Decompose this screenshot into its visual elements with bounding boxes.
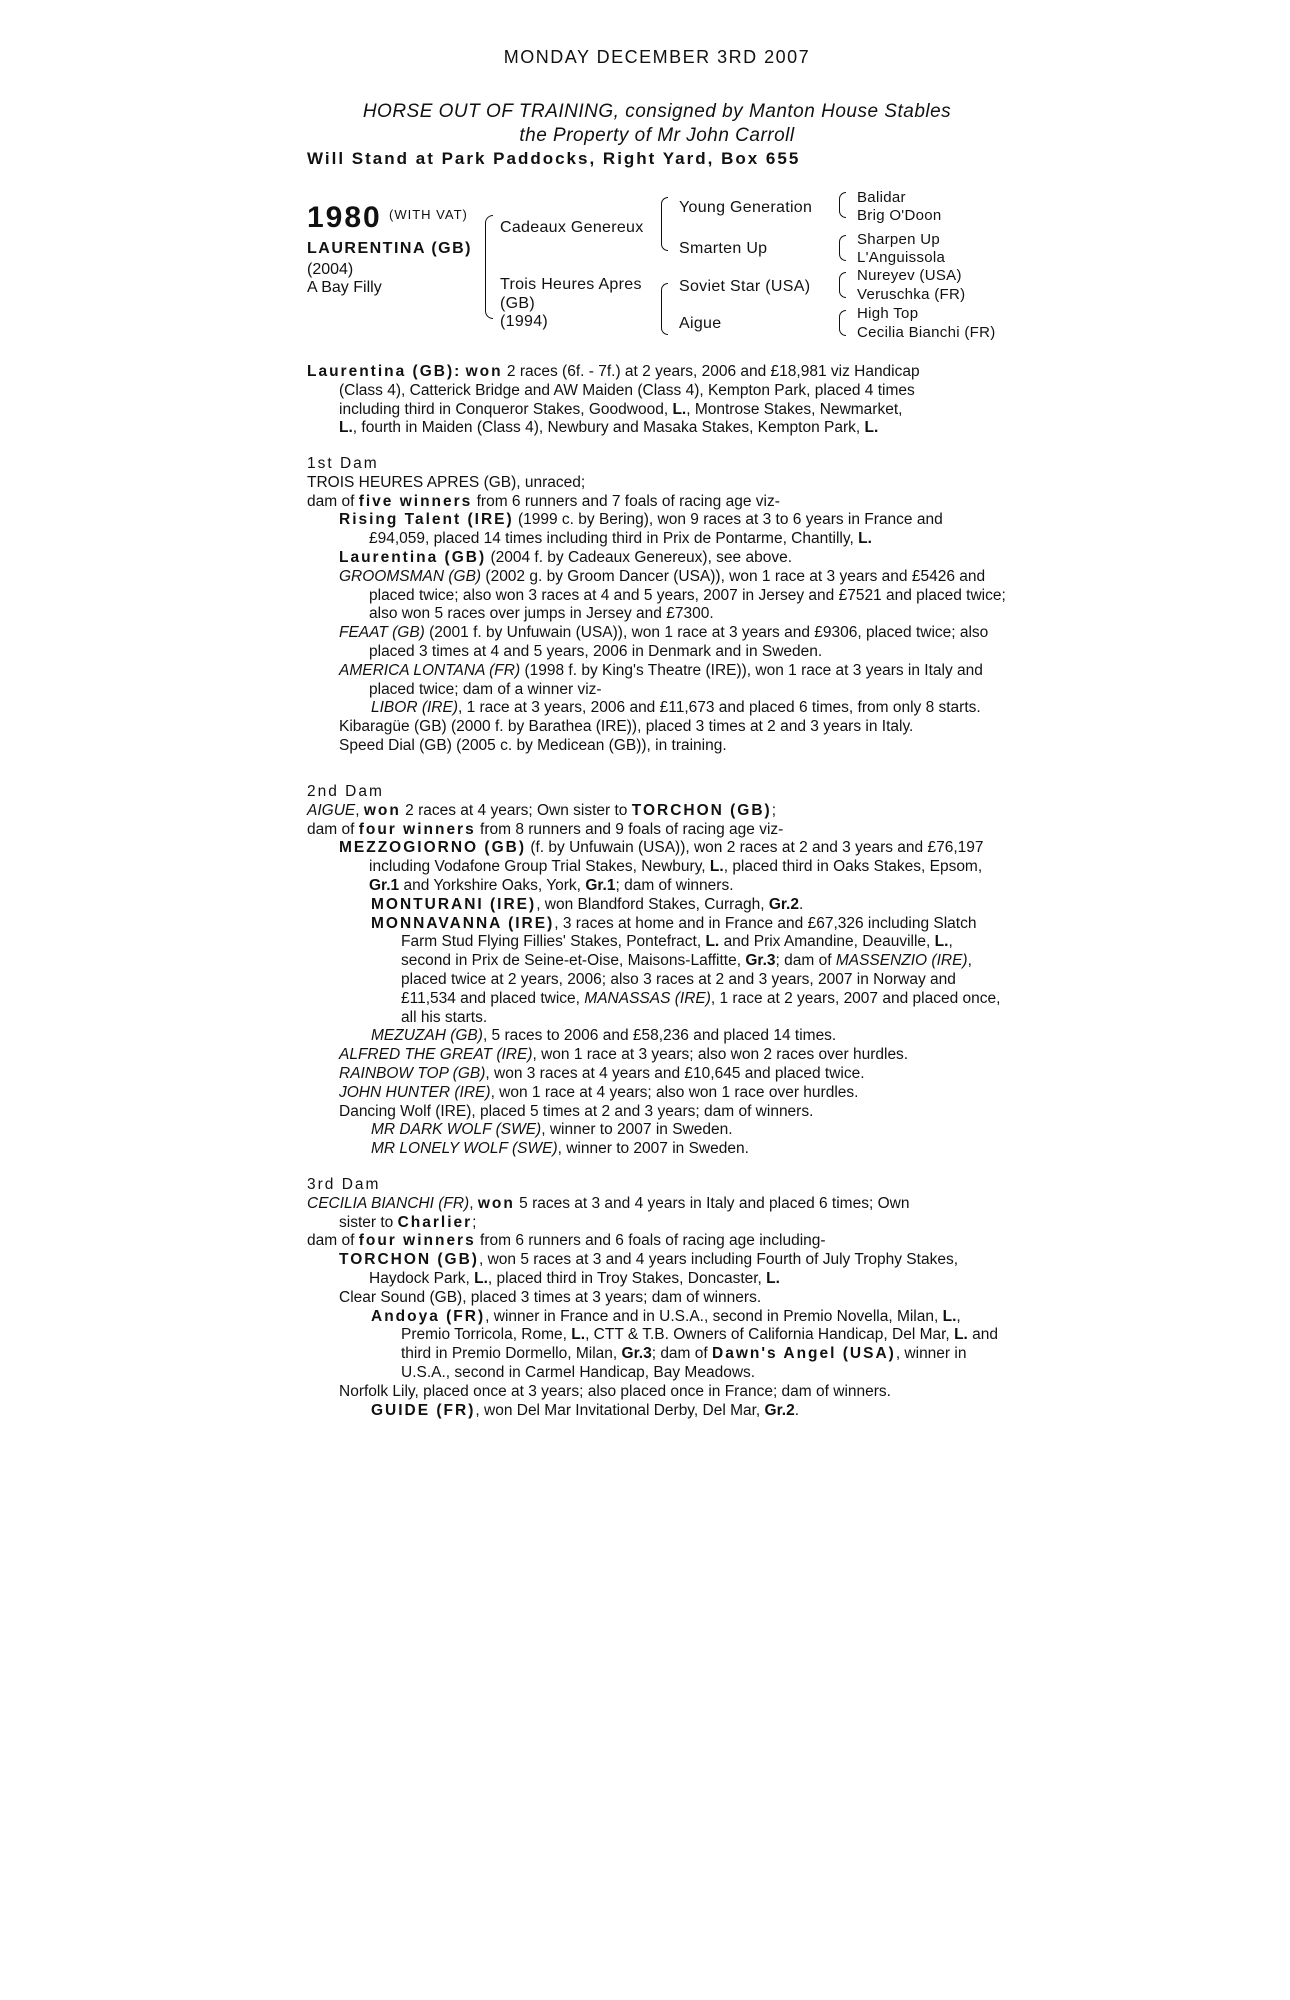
pedigree-sds: Sharpen Up [857, 231, 941, 248]
produce-text: , won 1 race at 4 years; also won 1 race over hurdles. [490, 1083, 859, 1101]
property-line: the Property of Mr John Carroll [519, 125, 795, 146]
produce-text: and Prix Amandine, Deauville, [723, 933, 931, 951]
produce-text: , Premio Torricola, Rome, [401, 1307, 961, 1344]
produce-text: , won 3 races at 4 years and £10,645 and placed twice. [485, 1064, 865, 1082]
produce-text: ; dam of [651, 1345, 708, 1363]
dam-line: dam of [307, 1232, 355, 1250]
pedigree-dam: Trois Heures Apres [500, 276, 642, 293]
dam-line: sister to [339, 1213, 394, 1231]
pedigree-sdd: L'Anguissola [857, 249, 946, 266]
record-won: won [477, 1194, 515, 1212]
produce-text: , placed twice at 2 years, 2006; also 3 races at 2 and 3 years, 2007 in Norway and £11,534 and placed twice, [401, 952, 972, 1007]
produce-name: LIBOR (IRE) [371, 699, 458, 717]
dam-line: 5 races at 3 and 4 years in Italy and placed 6 times; Own [519, 1194, 910, 1212]
listed-mark: L. [705, 933, 720, 951]
produce-name: MONNAVANNA (IRE) [371, 914, 555, 932]
produce-name: JOHN HUNTER (IRE) [339, 1083, 491, 1101]
record-text: , Montrose Stakes, Newmarket, [686, 400, 903, 418]
group-mark: Gr.1 [585, 876, 616, 894]
horse-description: A Bay Filly [307, 279, 382, 296]
group-mark: Gr.2 [764, 1401, 795, 1419]
dam-line: from 6 runners and 7 foals of racing age viz- [476, 492, 780, 510]
record-text: (Class 4), Catterick Bridge and AW Maiden (Class 4), Kempton Park, placed 4 times [339, 381, 915, 399]
section-heading: 2nd Dam [307, 783, 384, 800]
produce-name: FEAAT (GB) [339, 624, 425, 642]
dam-line: from 6 runners and 6 foals of racing age including- [480, 1232, 826, 1250]
produce-text: and third in Premio Dormello, Milan, [401, 1326, 999, 1363]
group-mark: Gr.3 [745, 952, 776, 970]
produce-text: Dancing Wolf (IRE), placed 5 times at 2 and 3 years; dam of winners. [339, 1102, 814, 1120]
produce-name: TORCHON (GB) [631, 801, 772, 819]
produce-text: ; dam of winners. [615, 876, 734, 894]
produce-name: GUIDE (FR) [371, 1401, 476, 1419]
produce-name: Laurentina (GB) [339, 548, 487, 566]
produce-text: (1998 f. by King's Theatre (IRE)), won 1 race at 3 years in Italy and placed twice; dam of a winner viz- [369, 661, 983, 698]
pedigree-brace-dam [661, 283, 668, 335]
horse-name: LAURENTINA (GB) [307, 240, 472, 257]
racing-record [307, 363, 1007, 438]
produce-name: TORCHON (GB) [339, 1251, 479, 1269]
produce-name: Rising Talent (IRE) [339, 511, 514, 529]
listed-mark: L. [934, 933, 949, 951]
record-text: 2 races (6f. - 7f.) at 2 years, 2006 and £18,981 viz Handicap [506, 363, 920, 380]
pedigree-dam-dam: Aigue [679, 315, 722, 332]
produce-text: , 3 races at home and in France and £67,326 including Slatch Farm Stud Flying Fillies' Stakes, Pontefract, [401, 914, 977, 951]
pedigree-ddd: Cecilia Bianchi (FR) [857, 324, 996, 341]
dam-line: from 8 runners and 9 foals of racing age viz- [480, 820, 784, 838]
record-text: , fourth in Maiden (Class 4), Newbury and Masaka Stakes, Kempton Park, [352, 419, 861, 437]
listed-mark: L. [942, 1307, 957, 1325]
group-mark: Gr.2 [768, 895, 799, 913]
listed-mark: L. [474, 1269, 488, 1287]
pedigree-sss: Balidar [857, 189, 906, 206]
dam-line: TROIS HEURES APRES (GB), unraced; [307, 473, 586, 491]
produce-text: , won 1 race at 3 years; also won 2 races over hurdles. [532, 1046, 909, 1064]
produce-text: , won Del Mar Invitational Derby, Del Mar, [475, 1401, 761, 1419]
lot-number: 1980 [307, 201, 382, 234]
produce-name: MANASSAS (IRE) [584, 989, 711, 1007]
pedigree-brace-dd [839, 310, 846, 336]
produce-text: , winner to 2007 in Sweden. [541, 1121, 733, 1139]
section-heading: 1st Dam [307, 455, 379, 472]
produce-text: Clear Sound (GB), placed 3 times at 3 years; dam of winners. [339, 1288, 762, 1306]
produce-name: Charlier [397, 1213, 473, 1231]
produce-text: , second in Prix de Seine-et-Oise, Maisons-Laffitte, [401, 933, 953, 970]
pedigree-dam-year: (1994) [500, 313, 549, 330]
produce-text: (2004 f. by Cadeaux Genereux), see above. [490, 548, 793, 566]
pedigree-brace-ss [839, 192, 846, 218]
produce-name: MEZZOGIORNO (GB) [339, 839, 526, 857]
pedigree-dss: Nureyev (USA) [857, 267, 962, 284]
record-won: won [363, 801, 401, 819]
pedigree-dsd: Veruschka (FR) [857, 286, 966, 303]
record-text: including third in Conqueror Stakes, Goodwood, [339, 400, 669, 418]
listed-mark: L. [571, 1326, 586, 1344]
record-won: won [465, 363, 503, 380]
produce-text: Speed Dial (GB) (2005 c. by Medicean (GB)), in training. [339, 736, 727, 754]
pedigree-brace-sire [661, 197, 668, 251]
first-dam-section [307, 455, 1007, 756]
produce-name: RAINBOW TOP (GB) [339, 1064, 486, 1082]
produce-text: , winner in U.S.A., second in Carmel Handicap, Bay Meadows. [401, 1345, 967, 1381]
produce-text: (f. by Unfuwain (USA)), won 2 races at 2 and 3 years and £76,197 including Vodafone Group Trial Stakes, Newbury, [369, 839, 984, 876]
produce-text: Norfolk Lily, placed once at 3 years; also placed once in France; dam of winners. [339, 1382, 891, 1400]
produce-text: , placed third in Troy Stakes, Doncaster, [487, 1269, 762, 1287]
group-mark: Gr.3 [621, 1345, 652, 1363]
pedigree-brace-ds [839, 272, 846, 298]
produce-name: ALFRED THE GREAT (IRE) [339, 1046, 533, 1064]
produce-text: (2002 g. by Groom Dancer (USA)), won 1 race at 3 years and £5426 and placed twice; also won 3 races at 4 and 5 years, 2007 in Jersey and £7521 and placed twice; also won 5 races over jumps in Jersey and £7300. [369, 567, 1006, 623]
consignment-line: HORSE OUT OF TRAINING, consigned by Manton House Stables [362, 101, 952, 122]
produce-text: (2001 f. by Unfuwain (USA)), won 1 race at 3 years and £9306, placed twice; also placed 3 times at 4 and 5 years, 2006 in Denmark and in Sweden. [369, 624, 989, 660]
listed-mark: L. [339, 419, 353, 437]
produce-text: , placed third in Oaks Stakes, Epsom, [723, 858, 983, 876]
sale-date: MONDAY DECEMBER 3RD 2007 [503, 47, 811, 67]
pedigree-dds: High Top [857, 305, 919, 322]
record-horse-name: Laurentina (GB): [307, 363, 462, 380]
dam-line: dam of [307, 492, 355, 510]
pedigree-dam-sire: Soviet Star (USA) [679, 278, 811, 295]
pedigree-ssd: Brig O'Doon [857, 207, 942, 224]
pedigree-sire-dam: Smarten Up [679, 240, 768, 257]
produce-text: , won Blandford Stakes, Curragh, [536, 895, 765, 913]
produce-name: GROOMSMAN (GB) [339, 567, 482, 585]
pedigree-sire: Cadeaux Genereux [500, 219, 644, 236]
pedigree-sire-sire: Young Generation [679, 199, 813, 216]
winners-count: four winners [358, 1232, 476, 1250]
listed-mark: L. [672, 400, 687, 418]
winners-count: five winners [358, 492, 473, 510]
vat-note: (WITH VAT) [389, 207, 468, 222]
produce-name: Dawn's Angel (USA) [712, 1345, 896, 1363]
pedigree-dam-country: (GB) [500, 295, 535, 312]
dam-name: AIGUE [307, 801, 356, 819]
dam-name: CECILIA BIANCHI (FR) [307, 1194, 470, 1212]
produce-text: , 5 races to 2006 and £58,236 and placed 14 times. [482, 1027, 837, 1045]
produce-text: , winner in France and in U.S.A., second in Premio Novella, Milan, [485, 1307, 939, 1325]
produce-name: AMERICA LONTANA (FR) [339, 661, 521, 679]
produce-name: Andoya (FR) [371, 1307, 486, 1325]
listed-mark: L. [954, 1326, 968, 1344]
winners-count: four winners [358, 820, 476, 838]
stand-location: Will Stand at Park Paddocks, Right Yard, Box 655 [307, 149, 801, 168]
produce-name: MASSENZIO (IRE) [835, 952, 968, 970]
dam-line: dam of [307, 820, 355, 838]
produce-text: , winner to 2007 in Sweden. [557, 1140, 749, 1158]
pedigree-brace-sd [839, 235, 846, 261]
produce-text: Kibaragüe (GB) (2000 f. by Barathea (IRE)), placed 3 times at 2 and 3 years in Italy. [339, 718, 914, 736]
dam-line: 2 races at 4 years; Own sister to [405, 801, 628, 819]
produce-name: MR DARK WOLF (SWE) [371, 1121, 542, 1139]
horse-year: (2004) [307, 261, 354, 278]
listed-mark: L. [864, 419, 879, 437]
produce-name: MEZUZAH (GB) [371, 1027, 483, 1045]
group-mark: Gr.1 [369, 876, 400, 894]
pedigree-brace-main [485, 215, 493, 319]
third-dam-section: 3rd Dam CECILIA BIANCHI (FR), won 5 races at 3 and 4 years in Italy and placed 6 times; Own sister to Charlier; dam of four winners from 6 runners and 6 foals of racing age including- TORCHON (GB), won 5 races at 3 and 4 years including Fourth of July Trophy Stakes, Haydock Park, L., placed third in Troy Stakes, Doncaster, L. Clear Sound (GB), placed 3 times at 3 years; dam of winners. Andoya (FR), winner in France and in U.S.A., second in Premio Novella, Milan, L., Premio Torricola, Rome, L., CTT & T.B. Owners of California Handicap, Del Mar, L. and third in Premio Dormello, Milan, Gr.3; dam of Dawn's Angel (USA), winner in U.S.A., second in Carmel Handicap, Bay Meadows. Norfolk Lily, placed once at 3 years; also placed once in France; dam of winners. GUIDE (FR), won Del Mar Invitational Derby, Del Mar, Gr.2. [307, 1176, 1007, 1420]
second-dam-section: 2nd Dam AIGUE, won 2 races at 4 years; Own sister to TORCHON (GB); dam of four winners from 8 runners and 9 foals of racing age viz- MEZZOGIORNO (GB) (f. by Unfuwain (USA)), won 2 races at 2 and 3 years and £76,197 including Vodafone Group Trial Stakes, Newbury, L., placed third in Oaks Stakes, Epsom, Gr.1 and Yorkshire Oaks, York, Gr.1; dam of winners. MONTURANI (IRE), won Blandford Stakes, Curragh, Gr.2. MONNAVANNA (IRE), 3 races at home and in France and £67,326 including Slatch Farm Stud Flying Fillies' Stakes, Pontefract, L. and Prix Amandine, Deauville, L., second in Prix de Seine-et-Oise, Maisons-Laffitte, Gr.3; dam of MASSENZIO (IRE), placed twice at 2 years, 2006; also 3 races at 2 and 3 years, 2007 in Norway and £11,534 and placed twice, MANASSAS (IRE), 1 race at 2 years, 2007 and placed once, all his starts. MEZUZAH (GB), 5 races to 2006 and £58,236 and placed 14 times. ALFRED THE GREAT (IRE), won 1 race at 3 years; also won 2 races over hurdles. RAINBOW TOP (GB), won 3 races at 4 years and £10,645 and placed twice. JOHN HUNTER (IRE), won 1 race at 4 years; also won 1 race over hurdles. Dancing Wolf (IRE), placed 5 times at 2 and 3 years; dam of winners. MR DARK WOLF (SWE), winner to 2007 in Sweden. MR LONELY WOLF (SWE), winner to 2007 in Sweden. [307, 783, 1007, 1159]
listed-mark: L. [709, 858, 724, 876]
produce-text: , 1 race at 2 years, 2007 and placed once, all his starts. [401, 989, 1001, 1026]
produce-text: , CTT & T.B. Owners of California Handicap, Del Mar, [585, 1326, 950, 1344]
produce-name: MONTURANI (IRE) [371, 895, 537, 913]
produce-text: (1999 c. by Bering), won 9 races at 3 to 6 years in France and £94,059, placed 14 times including third in Prix de Pontarme, Chantilly, [369, 511, 943, 548]
produce-text: and Yorkshire Oaks, York, [403, 876, 581, 894]
produce-text: ; dam of [775, 952, 832, 970]
listed-mark: L. [766, 1269, 780, 1287]
produce-text: , 1 race at 3 years, 2006 and £11,673 and placed 6 times, from only 8 starts. [457, 699, 981, 717]
section-heading: 3rd Dam [307, 1176, 381, 1193]
produce-name: MR LONELY WOLF (SWE) [371, 1140, 558, 1158]
produce-text: , won 5 races at 3 and 4 years including Fourth of July Trophy Stakes, Haydock Park, [369, 1251, 959, 1287]
listed-mark: L. [858, 530, 872, 548]
